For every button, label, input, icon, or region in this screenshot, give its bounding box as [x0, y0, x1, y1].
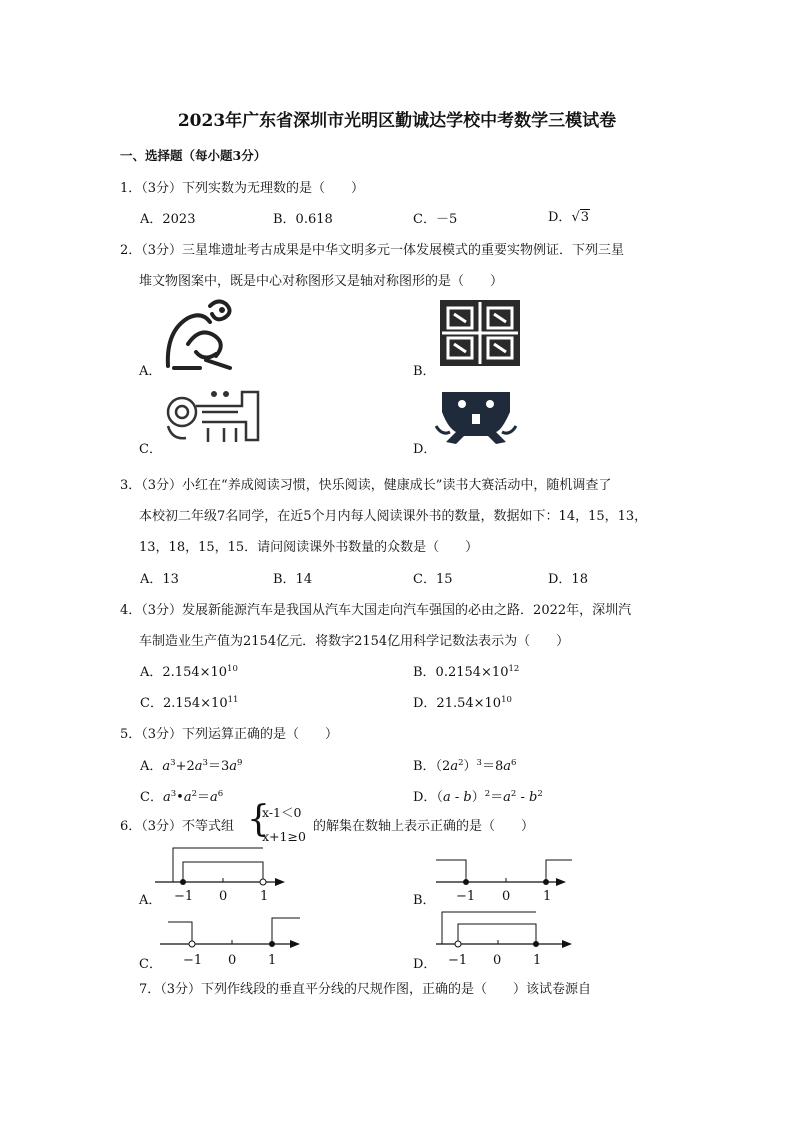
number-line-a-tick-0: 0	[219, 889, 228, 904]
number-line-a	[155, 846, 295, 916]
number-line-d-tick-neg1: −1	[448, 953, 468, 968]
q2-option-a: A．	[139, 364, 162, 379]
number-line-d-tick-1: 1	[533, 953, 542, 968]
number-line-b	[436, 846, 576, 916]
q4-b-exponent: 12	[508, 664, 520, 674]
q4-option-c	[140, 692, 238, 711]
q1-option-a: A．2023	[140, 212, 196, 227]
q4-option-b	[413, 661, 519, 680]
q6-option-c: C．	[139, 957, 162, 972]
number-line-c-tick-1: 1	[268, 953, 277, 968]
number-line-a-tick-neg1: −1	[174, 889, 194, 904]
q1-option-d-label: D．	[548, 210, 572, 225]
question-1: 1．（3分）下列实数为无理数的是（ ）	[120, 181, 365, 196]
brace-symbol: {	[247, 799, 270, 840]
q6-option-b: B．	[413, 893, 436, 908]
question-5: 5．（3分）下列运算正确的是（ ）	[120, 727, 339, 742]
q1-option-d	[548, 206, 590, 225]
question-4-line-2: 车制造业生产值为2154亿元．将数字2154亿用科学记数法表示为（ ）	[139, 634, 570, 649]
question-2-line-2: 堆文物图案中，既是中心对称图形又是轴对称图形的是（ ）	[139, 274, 504, 289]
q4-c-base: C．2.154×10	[140, 696, 228, 711]
q1-radicand: 3	[580, 210, 590, 225]
q3-option-b: B．14	[273, 572, 313, 587]
q5-option-c: C．$a^3•a^2=a^6$	[140, 789, 224, 805]
question-3-line-3: 13，18，15，15．请问阅读课外书数量的众数是（ ）	[139, 540, 479, 555]
symmetric-pattern-image	[438, 298, 522, 368]
inequality-1: x-1＜0	[262, 805, 302, 820]
q5-option-b: B．$(2a^2)^3=8a^6$	[413, 758, 517, 774]
number-line-c	[160, 910, 310, 980]
number-line-d	[436, 910, 586, 980]
section-heading: 一、选择题（每小题3分）	[120, 148, 267, 163]
number-line-c-tick-0: 0	[228, 953, 237, 968]
q4-d-base: D．21.54×10	[413, 696, 502, 711]
question-6-prefix: 6．（3分）不等式组	[120, 819, 235, 834]
q5-option-d: D．$(a - b)^2=a^2 - b^2$	[413, 789, 543, 805]
q4-b-base: B．0.2154×10	[413, 665, 509, 680]
inequality-2: x+1≥0	[262, 829, 306, 844]
q2-option-d: D．	[413, 442, 437, 457]
dragon-pattern-image	[162, 382, 270, 446]
q4-d-exponent: 10	[501, 695, 512, 705]
question-3-line-1: 3．（3分）小红在“养成阅读习惯，快乐阅读，健康成长”读书大赛活动中，随机调查了	[120, 478, 612, 493]
q3-option-c: C．15	[413, 572, 453, 587]
question-6-suffix: 的解集在数轴上表示正确的是（ ）	[313, 819, 535, 834]
number-line-a-tick-1: 1	[260, 889, 269, 904]
q2-option-c: C．	[139, 442, 162, 457]
q4-a-base: A．2.154×10	[140, 665, 228, 680]
q3-option-d: D．18	[548, 572, 588, 587]
number-line-c-tick-neg1: −1	[183, 953, 203, 968]
q1-option-b: B．0.618	[273, 212, 333, 227]
page-title: 2023年广东省深圳市光明区勤诚达学校中考数学三模试卷	[177, 111, 617, 131]
question-7: 7．（3分）下列作线段的垂直平分线的尺规作图，正确的是（ ）该试卷源自	[139, 982, 592, 997]
bird-pattern-image	[160, 296, 240, 374]
number-line-b-tick-0: 0	[502, 889, 511, 904]
sqrt-symbol: √3	[571, 210, 590, 225]
q4-option-d	[413, 692, 512, 711]
question-2-line-1: 2．（3分）三星堆遗址考古成果是中华文明多元一体发展模式的重要实物例证．下列三星	[120, 243, 625, 258]
q2-option-b: B．	[413, 364, 436, 379]
q5-option-a: A．$a^3+2a^3=3a^9$	[140, 758, 243, 774]
q1-option-c: C．－5	[413, 212, 458, 227]
q3-option-a: A．13	[140, 572, 179, 587]
number-line-d-tick-0: 0	[493, 953, 502, 968]
q4-option-a	[140, 661, 238, 680]
q4-a-exponent: 10	[227, 664, 238, 674]
mask-pattern-image	[436, 386, 516, 448]
number-line-b-tick-1: 1	[543, 889, 552, 904]
q6-option-d: D．	[413, 957, 437, 972]
q6-option-a: A．	[139, 893, 162, 908]
q4-c-exponent: 11	[227, 695, 239, 705]
question-4-line-1: 4．（3分）发展新能源汽车是我国从汽车大国走向汽车强国的必由之路．2022年，深圳汽	[120, 603, 632, 618]
question-3-line-2: 本校初二年级7名同学，在近5个月内每人阅读课外书的数量，数据如下：14，15，13，	[139, 509, 648, 524]
number-line-b-tick-neg1: −1	[456, 889, 476, 904]
